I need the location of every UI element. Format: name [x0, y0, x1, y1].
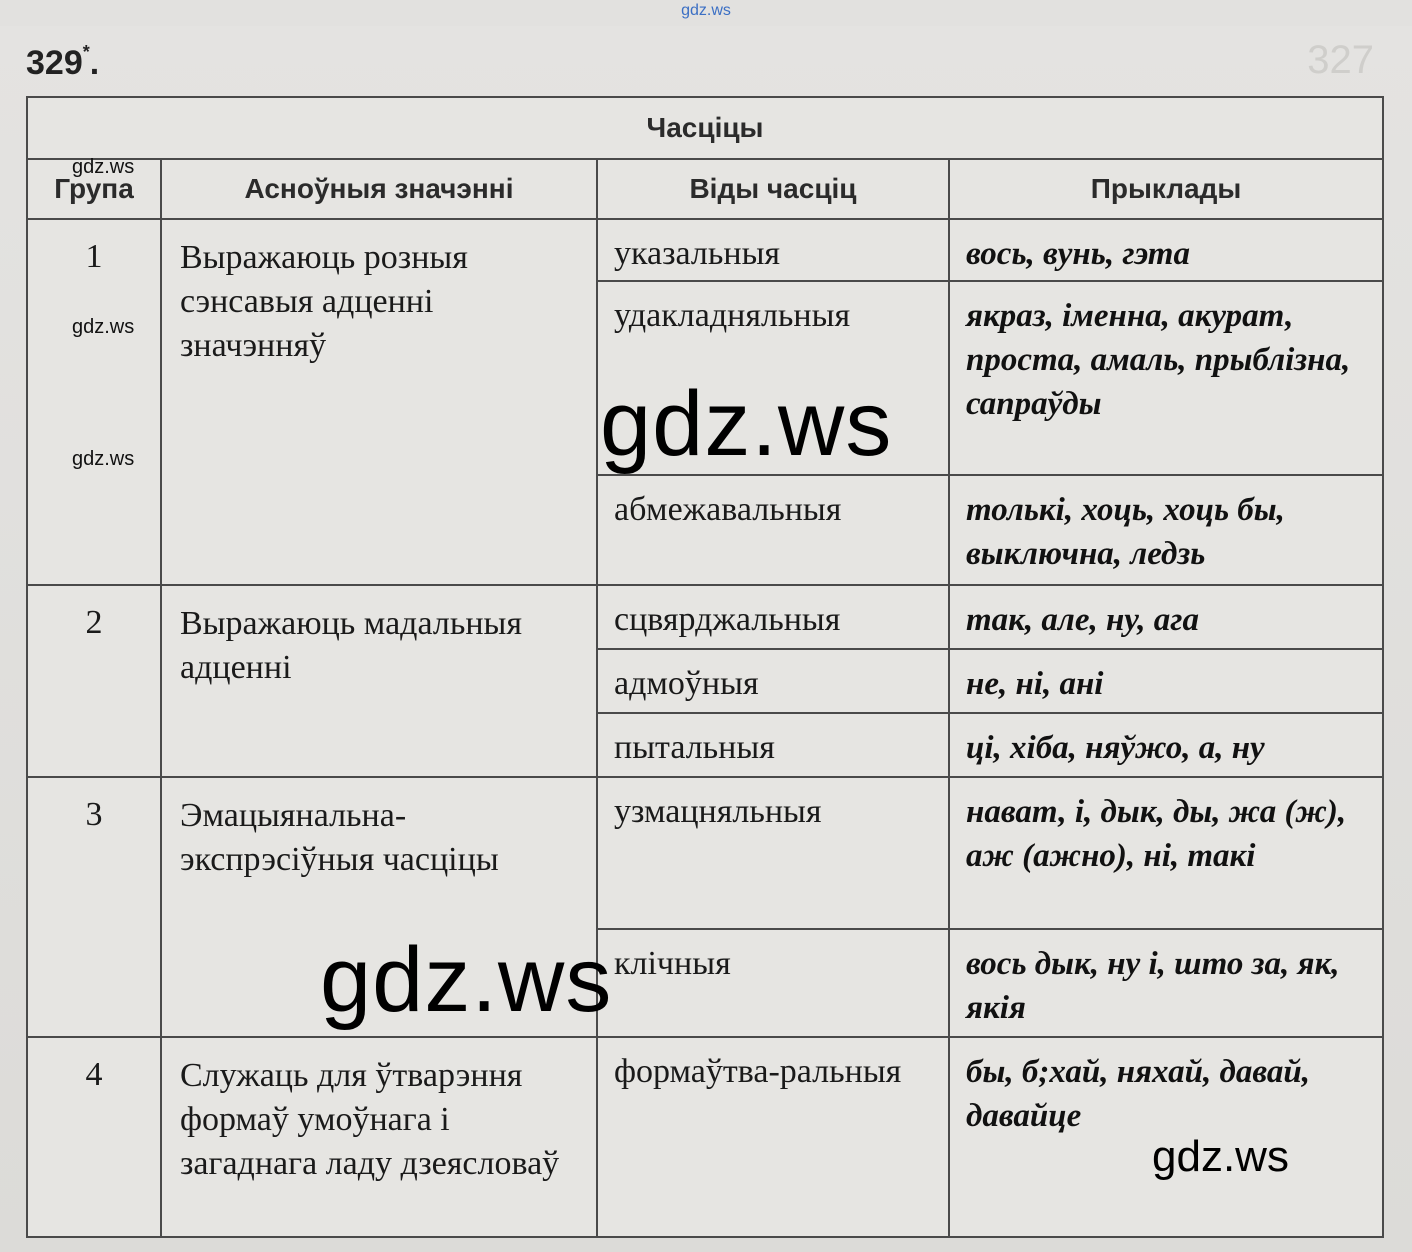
- top-watermark: gdz.ws: [681, 2, 731, 19]
- group-number: 1: [27, 219, 161, 585]
- watermark-large: gdz.ws: [320, 929, 613, 1031]
- particle-type: указальныя: [597, 219, 949, 281]
- exercise-dot: .: [89, 44, 100, 82]
- header-group: Група: [27, 159, 161, 219]
- watermark-small: gdz.ws: [72, 156, 135, 178]
- group-meaning: Служаць для ўтварэння формаў умоўнага і загаднага ладу дзеясловаў: [161, 1037, 597, 1237]
- particle-type: сцвярджальныя: [597, 585, 949, 649]
- table-caption: Часціцы: [27, 97, 1383, 159]
- particle-type: удакладняльныя: [597, 281, 949, 475]
- caption-row: [27, 97, 1383, 159]
- group-number: 3: [27, 777, 161, 1037]
- group-meaning: Выражаюць розныя сэнсавыя адценні значэнняў: [161, 219, 597, 585]
- particle-type: клічныя: [597, 929, 949, 1037]
- particle-examples: бы, б;хай, няхай, давай, давайце: [949, 1037, 1383, 1237]
- header-examples: Прыклады: [949, 159, 1383, 219]
- header-meaning: Асноўныя значэнні: [161, 159, 597, 219]
- particle-examples: вось дык, ну і, што за, як, якія: [949, 929, 1383, 1037]
- particle-examples: нават, і, дык, ды, жа (ж), аж (ажно), ні, такі: [949, 777, 1383, 929]
- particles-table: [26, 96, 1384, 1238]
- particle-examples: якраз, іменна, акурат, проста, амаль, прыблізна, сапраўды: [949, 281, 1383, 475]
- header-types: Віды часціц: [597, 159, 949, 219]
- table-row: [27, 585, 1383, 649]
- group-meaning: Эмацыянальна-экспрэсіўныя часціцы: [161, 777, 597, 1037]
- particle-examples: ці, хіба, няўжо, а, ну: [949, 713, 1383, 777]
- particle-type: абмежавальныя: [597, 475, 949, 585]
- exercise-mark: *: [82, 41, 90, 62]
- exercise-number-value: 329: [26, 44, 83, 82]
- group-number: 2: [27, 585, 161, 777]
- faint-page-number: 327: [1307, 38, 1374, 82]
- watermark-large: gdz.ws: [600, 373, 893, 475]
- particle-type: узмацняльныя: [597, 777, 949, 929]
- particle-examples: не, ні, ані: [949, 649, 1383, 713]
- group-meaning: Выражаюць мадальныя адценні: [161, 585, 597, 777]
- watermark-small: gdz.ws: [72, 316, 135, 338]
- watermark-small: gdz.ws: [72, 448, 135, 470]
- table-row: [27, 219, 1383, 281]
- particle-examples: вось, вунь, гэта: [949, 219, 1383, 281]
- particle-type: формаўтва-ральныя: [597, 1037, 949, 1237]
- particle-type: пытальныя: [597, 713, 949, 777]
- particle-examples: толькі, хоць, хоць бы, выключна, ледзь: [949, 475, 1383, 585]
- group-number: 4: [27, 1037, 161, 1237]
- table-row: [27, 777, 1383, 929]
- particle-type: адмоўныя: [597, 649, 949, 713]
- watermark-bottom: gdz.ws: [1152, 1132, 1289, 1181]
- particle-examples: так, але, ну, ага: [949, 585, 1383, 649]
- exercise-number: [26, 41, 100, 83]
- header-row: [27, 159, 1383, 219]
